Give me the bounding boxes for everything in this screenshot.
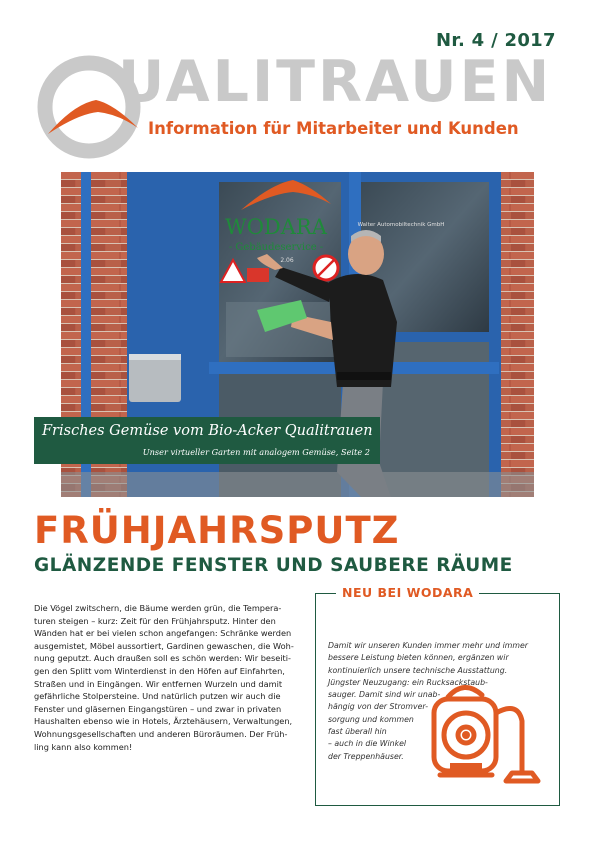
article-body — [34, 602, 304, 753]
caption-title: Frisches Gemüse vom Bio-Acker Qualitrauen — [42, 423, 373, 439]
news-box — [315, 585, 560, 806]
box-line: – auch in die Winkel — [328, 739, 407, 749]
news-box-title: NEU BEI WODARA — [342, 585, 474, 600]
sign-year: 2.06 — [280, 257, 294, 264]
article-subheadline: GLÄNZENDE FENSTER UND SAUBERE RÄUME — [34, 555, 513, 576]
box-line: der Treppenhäuser. — [328, 751, 404, 761]
body-line: ling kann also kommen! — [34, 741, 133, 752]
body-line: Wänden hat er bei vielen schon angefangen: Schränke werden — [34, 628, 292, 639]
body-line: turen steigen – kurz: Zeit für den Frühjahrsputz. Hinter den — [34, 615, 276, 626]
masthead-title: UALITRAUEN — [118, 49, 553, 115]
body-line: gen den Splitt vom Winterdienst in den Höfen auf Einfahrten, — [34, 665, 285, 676]
body-line: ausgemistet, Möbel aussortiert, Gardinen gewaschen, die Woh- — [34, 640, 294, 651]
body-line: Die Vögel zwitschern, die Bäume werden grün, die Tempera- — [34, 603, 282, 613]
body-line: Haushalten ebenso wie in Hotels, Ärztehäusern, Verwaltungen, — [34, 716, 293, 727]
door-plate: Walter Automobiltechnik GmbH — [357, 222, 445, 228]
issue-number: Nr. 4 / 2017 — [436, 30, 556, 51]
caption-subtitle: Unser virtueller Garten mit analogem Gemüse, Seite 2 — [142, 447, 370, 457]
box-line: fast überall hin — [328, 727, 387, 737]
masthead-subtitle: Information für Mitarbeiter und Kunden — [148, 119, 519, 138]
box-line: sauger. Damit sind wir unab- — [328, 690, 441, 700]
photo-caption — [34, 417, 380, 464]
sign-service: - Gebäudeservice - — [228, 242, 324, 253]
body-line: Wohnungsgesellschaften und anderen Büroräumen. Der Früh- — [34, 728, 288, 739]
backpack-vacuum-icon — [426, 677, 551, 787]
article-headline: FRÜHJAHRSPUTZ — [34, 509, 400, 552]
body-line: Fenster und gläsernen Eingangstüren – und zwar in privaten — [34, 703, 282, 714]
box-line: hängig von der Stromver- — [328, 702, 429, 712]
body-line: gefährliche Stolpersteine. Und natürlich putzen wir auch die — [34, 691, 281, 702]
box-line: sorgung und kommen — [328, 714, 414, 724]
sign-company: WODARA — [225, 215, 327, 239]
box-line: Jüngster Neuzugang: ein Rucksackstaub- — [328, 677, 488, 687]
box-line: Damit wir unseren Kunden immer mehr und immer — [328, 641, 528, 650]
box-line: bessere Leistung bieten können, ergänzen wir — [328, 653, 509, 663]
body-line: nung geputzt. Auch draußen soll es schön werden: Wir beseiti- — [34, 653, 291, 664]
body-line: Straßen und in Eingängen. Wir entfernen Wurzeln und damit — [34, 678, 283, 689]
box-line: kontinuierlich unsere technische Ausstattung. — [328, 665, 508, 675]
